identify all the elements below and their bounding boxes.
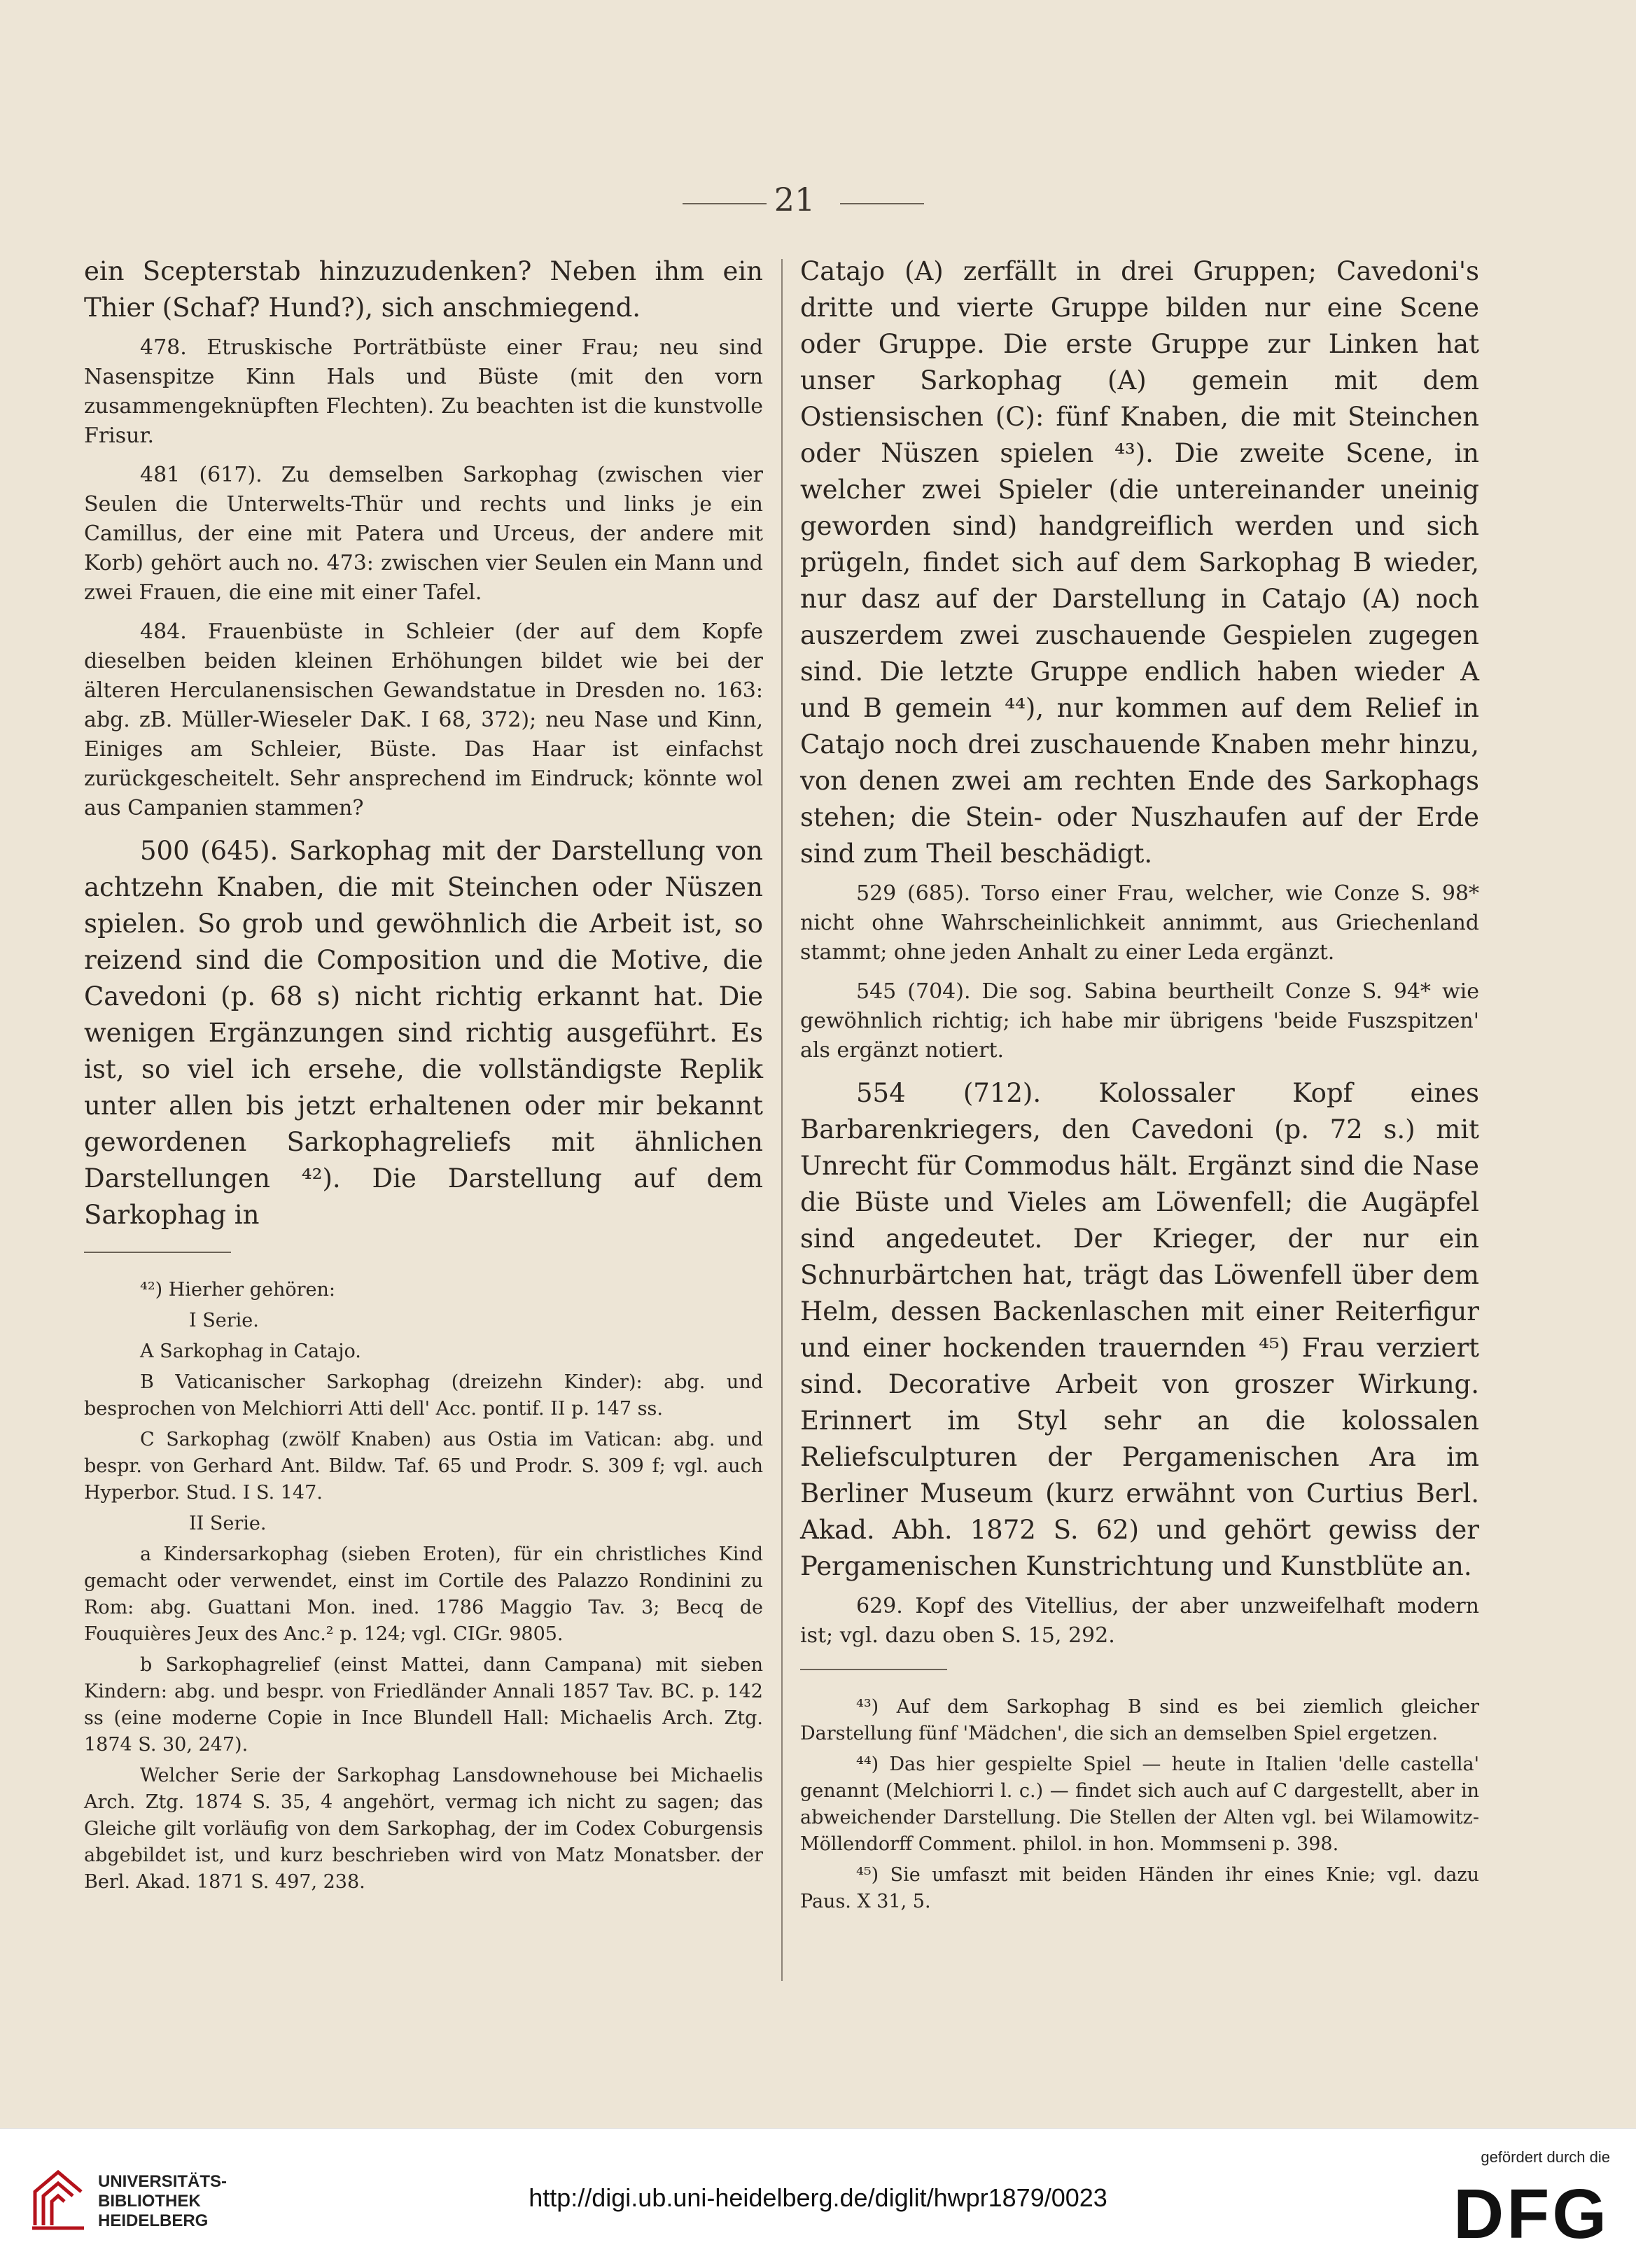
entry-554: 554 (712). Kolossaler Kopf eines Barbarenkriegers, den Cavedoni (p. 72 s.) mit Unrecht für Commodus hält. Ergänzt sind die Nase die Büste und Vieles am Löwenfell; die Augäpfel sind angedeutet. Der Krieger, der nur ein Schnurbärtchen hat, trägt das Löwenfell über dem Helm, dessen Backenlaschen mit einer Reiterfigur und einer hockenden trauernden ⁴⁵) Frau verziert sind. Decorative Arbeit von groszer Wirkung. Erinnert im Styl sehr an die kolossalen Reliefsculpturen der Pergamenischen Ara im Berliner Museum (kurz erwähnt von Curtius Berl. Akad. Abh. 1872 S. 62) und gehört gewiss der Pergamenischen Kunstrichtung und Kunstblüte an. [800,1078,1479,1581]
footnote-42-item-a: a Kindersarkophag (sieben Eroten), für ein christliches Kind gemacht oder verwendet, einst im Cortile des Palazzo Rondinini zu Rom: abg. Guattani Mon. ined. 1786 Maggio Tav. 3; Becq de Fouquières Jeux des Anc.² p. 124; vgl. CIGr. 9805. [84,1544,763,1645]
page-number: 21 [774,181,816,218]
paragraph-scepterstab: ein Scepterstab hinzuzudenken? Neben ihm ein Thier (Schaf? Hund?), sich anschmiegend. [84,256,763,323]
funding-note: gefördert durch die [1481,2148,1610,2166]
right-column [800,253,1479,1919]
footnote-42-serie-1: I Serie. [189,1310,259,1331]
footnote-rule-left [84,1252,231,1253]
header-rule-left [683,203,767,204]
footnote-42-closing: Welcher Serie der Sarkophag Lansdownehouse bei Michaelis Arch. Ztg. 1874 S. 35, 4 angehört, vermag ich nicht zu sagen; das Gleiche gilt vorläufig von dem Sarkophag, der im Codex Coburgensis abgebildet ist, und kurz beschrieben wird von Matz Monatsber. der Berl. Akad. 1871 S. 497, 238. [84,1765,763,1893]
entry-529: 529 (685). Torso einer Frau, welcher, wie Conze S. 98* nicht ohne Wahrscheinlichkeit annimmt, aus Griechenland stammt; ohne jeden Anhalt zu einer Leda ergänzt. [800,881,1479,965]
entry-478: 478. Etruskische Porträtbüste einer Frau; neu sind Nasenspitze Kinn Hals und Büste (mit den vorn zusammengeknüpften Flechten). Zu beachten ist die kunstvolle Frisur. [84,335,763,448]
paragraph-catajo: Catajo (A) zerfällt in drei Gruppen; Cavedoni's dritte und vierte Gruppe bilden nur eine Scene oder Gruppe. Die erste Gruppe zur Linken hat unser Sarkophag (A) gemein mit dem Ostiensischen (C): fünf Knaben, die mit Steinchen oder Nüszen spielen ⁴³). Die zweite Scene, in welcher zwei Spieler (die untereinander uneinig geworden sind) handgreiflich werden und sich prügeln, findet sich auf dem Sarkophag B wieder, nur dasz auf der Darstellung in Catajo (A) noch auszerdem zwei zuschauende Gespielen zugegen sind. Die letzte Gruppe endlich haben wieder A und B gemein ⁴⁴), nur kommen auf dem Relief in Catajo noch drei zuschauende Knaben mehr hinzu, von denen zwei am rechten Ende des Sarkophags stehen; die Stein- oder Nuszhaufen auf der Erde sind zum Theil beschädigt. [800,256,1479,869]
left-column [84,253,763,1900]
entry-481: 481 (617). Zu demselben Sarkophag (zwischen vier Seulen die Unterwelts-Thür und rechts und links je ein Camillus, der eine mit Patera und Urceus, der andere mit Korb) gehört auch no. 473: zwischen vier Seulen ein Mann und zwei Frauen, die eine mit einer Tafel. [84,463,763,605]
footnote-42-item-A: A Sarkophag in Catajo. [140,1340,361,1362]
footnote-rule-right [800,1669,947,1670]
permalink-url[interactable]: http://digi.ub.uni-heidelberg.de/diglit/hwpr1879/0023 [529,2183,1107,2212]
entry-545: 545 (704). Die sog. Sabina beurtheilt Conze S. 94* wie gewöhnlich richtig; ich habe mir übrigens 'beide Fuszspitzen' als ergänzt notiert. [800,979,1479,1063]
dfg-logo: DFG [1453,2175,1610,2253]
viewer-footer [0,2128,1636,2268]
footnote-45: ⁴⁵) Sie umfaszt mit beiden Händen ihr eines Knie; vgl. dazu Paus. X 31, 5. [800,1864,1479,1912]
entry-629: 629. Kopf des Vitellius, der aber unzweifelhaft modern ist; vgl. dazu oben S. 15, 292. [800,1594,1479,1648]
library-name-line-3: HEIDELBERG [98,2211,209,2230]
footnote-42-item-C: C Sarkophag (zwölf Knaben) aus Ostia im Vatican: abg. und bespr. von Gerhard Ant. Bildw. Taf. 65 und Prodr. S. 309 f; vgl. auch Hyperbor. Stud. I S. 147. [84,1429,763,1504]
column-divider [781,259,783,1981]
header-rule-right [840,203,924,204]
library-name-line-1: UNIVERSITÄTS- [98,2172,228,2191]
footnote-42: ⁴²) Hierher gehören: [140,1279,335,1301]
footnote-42-item-B: B Vaticanischer Sarkophag (dreizehn Kinder): abg. und besprochen von Melchiorri Atti dell' Acc. pontif. II p. 147 ss. [84,1371,763,1420]
footnote-44: ⁴⁴) Das hier gespielte Spiel — heute in Italien 'delle castella' genannt (Melchiorri l. c.) — findet sich auch auf C dargestellt, aber in abweichender Darstellung. Die Stellen der Alten vgl. bei Wilamowitz-Möllendorff Comment. philol. in hon. Mommseni p. 398. [800,1754,1479,1855]
footnote-42-item-b: b Sarkophagrelief (einst Mattei, dann Campana) mit sieben Kindern: abg. und bespr. von Friedländer Annali 1857 Tav. BC. p. 142 ss (eine moderne Copie in Ince Blundell Hall: Michaelis Arch. Ztg. 1874 S. 30, 247). [84,1654,763,1756]
footnote-43: ⁴³) Auf dem Sarkophag B sind es bei ziemlich gleicher Darstellung fünf 'Mädchen', die sich an demselben Spiel ergetzen. [800,1696,1479,1744]
entry-500: 500 (645). Sarkophag mit der Darstellung von achtzehn Knaben, die mit Steinchen oder Nüszen spielen. So grob und gewöhnlich die Arbeit ist, so reizend sind die Composition und die Motive, die Cavedoni (p. 68 s) nicht richtig erkannt hat. Die wenigen Ergänzungen sind richtig ausgeführt. Es ist, so viel ich ersehe, die vollständigste Replik unter allen bis jetzt erhaltenen oder mir bekannt gewordenen Sarkophagreliefs mit ähnlichen Darstellungen ⁴²). Die Darstellung auf dem Sarkophag in [84,836,763,1230]
library-name-line-2: BIBLIOTHEK [98,2192,201,2211]
entry-484: 484. Frauenbüste in Schleier (der auf dem Kopfe dieselben beiden kleinen Erhöhungen bildet wie bei der älteren Herculanensischen Gewandstatue in Dresden no. 163: abg. zB. Müller-Wieseler DaK. I 68, 372); neu Nase und Kinn, Einiges am Schleier, Büste. Das Haar ist einfachst zurückgescheitelt. Sehr ansprechend im Eindruck; könnte wol aus Campanien stammen? [84,620,763,820]
footnote-42-serie-2: II Serie. [189,1513,267,1534]
